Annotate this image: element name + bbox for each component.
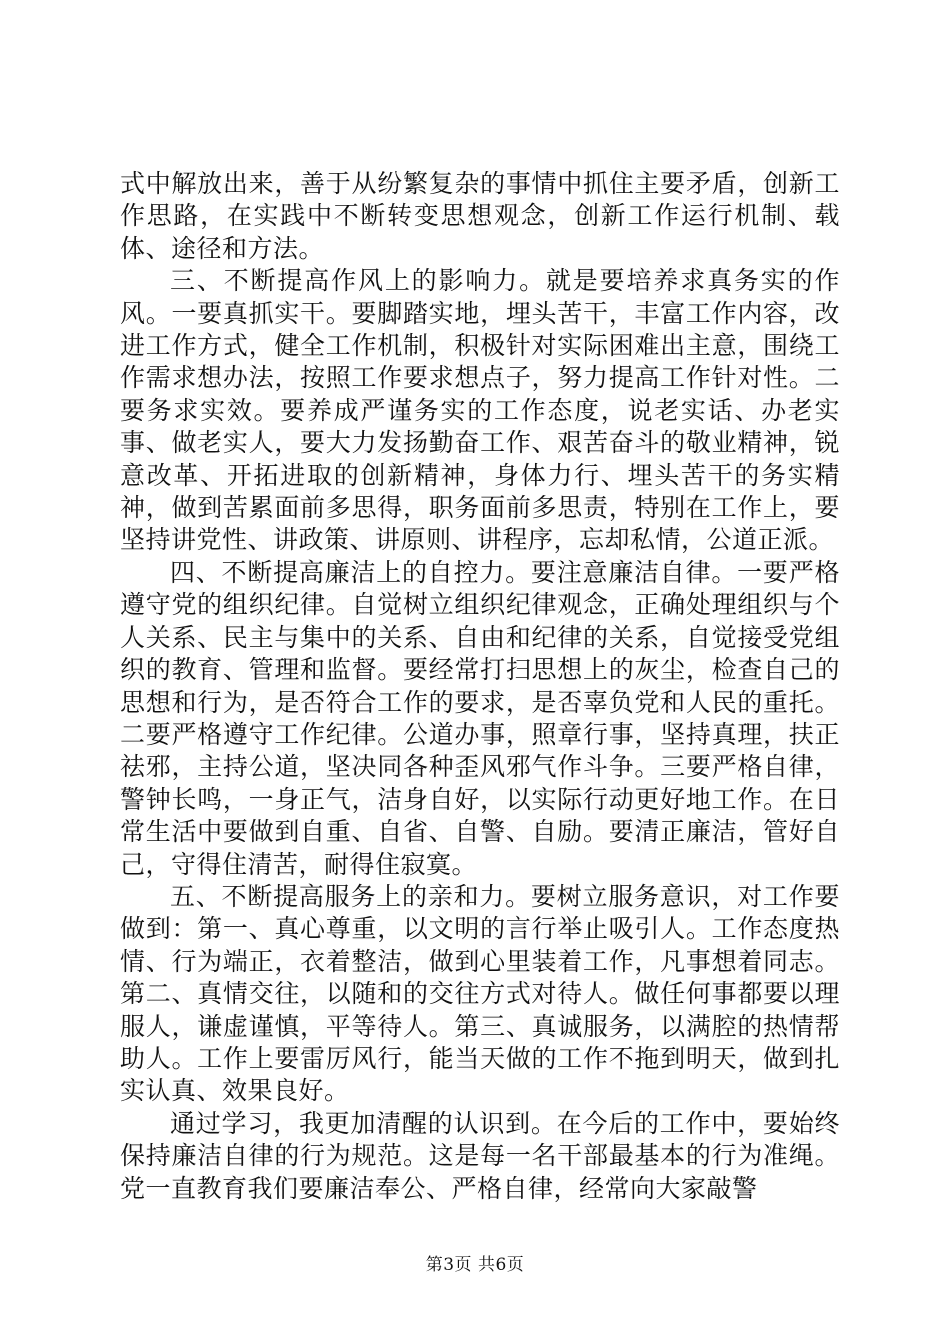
paragraph-conclusion: 通过学习，我更加清醒的认识到。在今后的工作中，要始终保持廉洁自律的行为规范。这是每一名干部最基本的行为准绳。党一直教育我们要廉洁奉公、严格自律，经常向大家敲警 — [120, 1108, 840, 1203]
page-footer: 第3页 共6页 — [425, 1255, 525, 1275]
paragraph-section-5: 五、不断提高服务上的亲和力。要树立服务意识，对工作要做到：第一、真心尊重，以文明的言行举止吸引人。工作态度热情、行为端正，衣着整洁，做到心里装着工作，凡事想着同志。第二、真情交往，以随和的交往方式对待人。做任何事都要以理服人，谦虚谨慎，平等待人。第三、真诚服务，以满腔的热情帮助人。工作上要雷厉风行，能当天做的工作不拖到明天，做到扎实认真、效果良好。 — [120, 881, 840, 1106]
paragraph-section-3: 三、不断提高作风上的影响力。就是要培养求真务实的作风。一要真抓实干。要脚踏实地，埋头苦干，丰富工作内容，改进工作方式，健全工作机制，积极针对实际困难出主意，围绕工作需求想办法，按照工作要求想点子，努力提高工作针对性。二要务求实效。要养成严谨务实的工作态度，说老实话、办老实事、做老实人，要大力发扬勤奋工作、艰苦奋斗的敬业精神，锐意改革、开拓进取的创新精神，身体力行、埋头苦干的务实精神，做到苦累面前多思得，职务面前多思责，特别在工作上，要坚持讲党性、讲政策、讲原则、讲程序，忘却私情，公道正派。 — [120, 266, 840, 555]
paragraph-section-4: 四、不断提高廉洁上的自控力。要注意廉洁自律。一要严格遵守党的组织纪律。自觉树立组织纪律观念，正确处理组织与个人关系、民主与集中的关系、自由和纪律的关系，自觉接受党组织的教育、管理和监督。要经常打扫思想上的灰尘，检查自己的思想和行为，是否符合工作的要求，是否辜负党和人民的重托。二要严格遵守工作纪律。公道办事，照章行事，坚持真理，扶正祛邪，主持公道，坚决同各种歪风邪气作斗争。三要严格自律，警钟长鸣，一身正气，洁身自好，以实际行动更好地工作。在日常生活中要做到自重、自省、自警、自励。要清正廉洁，管好自己，守得住清苦，耐得住寂寞。 — [120, 557, 840, 879]
document-body — [120, 168, 840, 1205]
paragraph-continuation: 式中解放出来，善于从纷繁复杂的事情中抓住主要矛盾，创新工作思路，在实践中不断转变思想观念，创新工作运行机制、载体、途径和方法。 — [120, 169, 840, 263]
